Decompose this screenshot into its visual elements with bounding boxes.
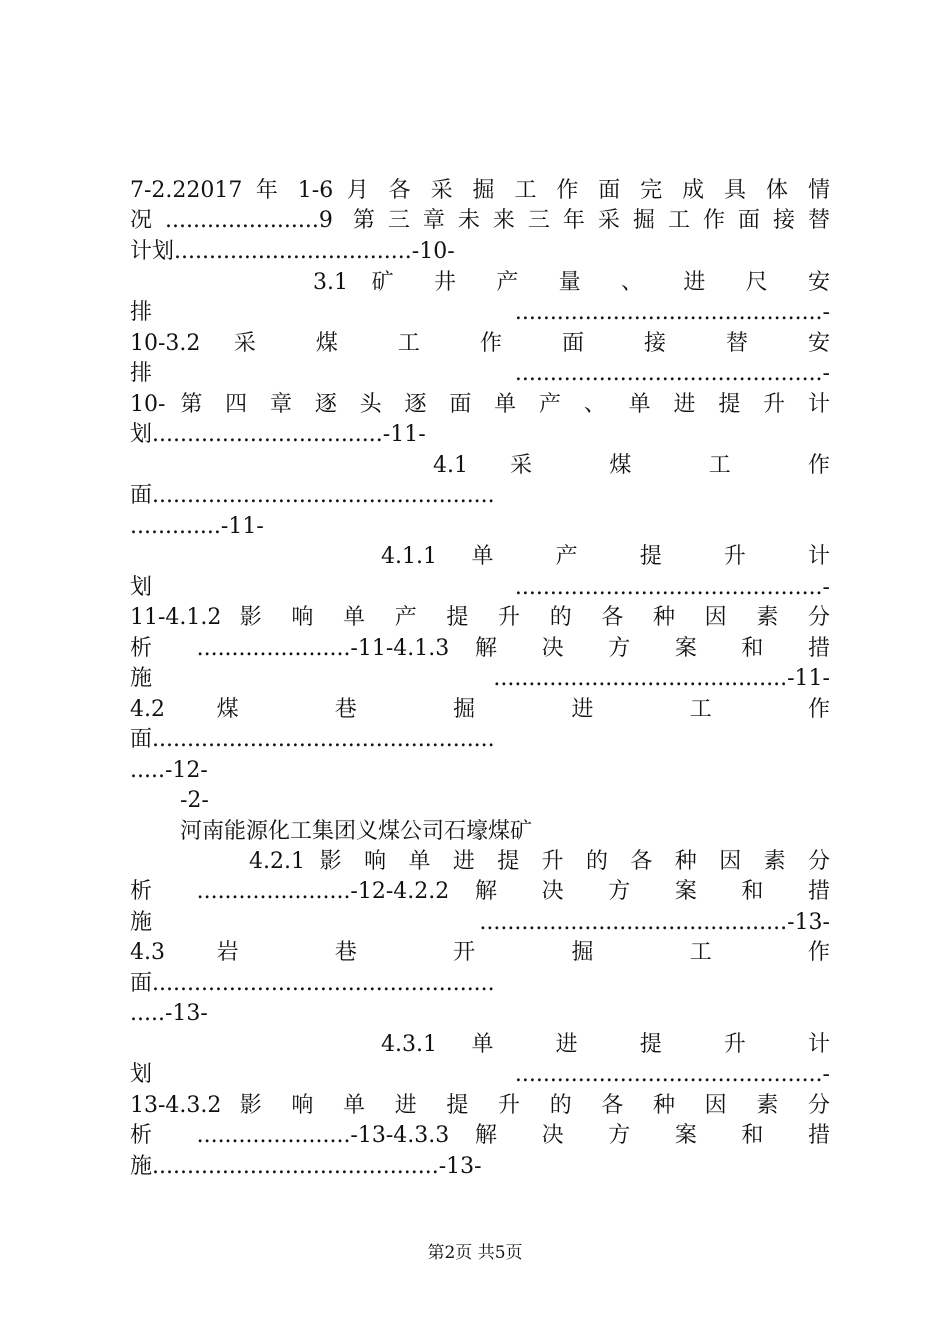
toc-line: 析 ......................-12-4.2.2 解 决 方 案 和 措 bbox=[130, 879, 830, 904]
toc-line: 10- 第 四 章 逐 头 逐 面 单 产 、 单 进 提 升 计 bbox=[130, 392, 830, 417]
toc-line: 施.........................................-13- bbox=[130, 1154, 482, 1179]
toc-line: 划.................................-11- bbox=[130, 422, 426, 447]
toc-line: 3.1 矿 井 产 量 、 进 尺 安 bbox=[313, 270, 830, 295]
toc-line: 面................................................. bbox=[130, 971, 495, 996]
toc-line: 10-3.2 采 煤 工 作 面 接 替 安 bbox=[130, 331, 830, 356]
page-footer: 第2页 共5页 bbox=[427, 1243, 523, 1263]
toc-line: 13-4.3.2 影 响 单 进 提 升 的 各 种 因 素 分 bbox=[130, 1093, 830, 1118]
toc-line: 4.1.1 单 产 提 升 计 bbox=[381, 544, 830, 569]
mine-name: 河南能源化工集团义煤公司石壕煤矿 bbox=[180, 819, 533, 844]
toc-line: 计划..................................-10- bbox=[130, 239, 455, 264]
toc-line: 4.2 煤 巷 掘 进 工 作 bbox=[130, 697, 830, 722]
toc-line: 划 ............................................- bbox=[130, 575, 830, 600]
toc-line: 施 ..........................................-11- bbox=[130, 666, 830, 691]
toc-line: .....-13- bbox=[130, 1001, 208, 1026]
toc-line: 划 ............................................- bbox=[130, 1062, 830, 1087]
toc-line: 4.3.1 单 进 提 升 计 bbox=[381, 1032, 830, 1057]
toc-line: 析 ......................-11-4.1.3 解 决 方 案 和 措 bbox=[130, 636, 830, 661]
toc-line: 4.3 岩 巷 开 掘 工 作 bbox=[130, 940, 830, 965]
toc-line: .....-12- bbox=[130, 758, 208, 783]
toc-line: 况......................9 第三章未来三年采掘工作面接替 bbox=[130, 208, 830, 233]
toc-line: .............-11- bbox=[130, 514, 264, 539]
toc-line: 4.1 采 煤 工 作 bbox=[433, 453, 830, 478]
toc-line: 面................................................. bbox=[130, 483, 495, 508]
toc-line: 析 ......................-13-4.3.3 解 决 方 案 和 措 bbox=[130, 1123, 830, 1148]
toc-line: 7-2.22017 年 1-6 月 各 采 掘 工 作 面 完 成 具 体 情 bbox=[130, 178, 830, 203]
toc-line: 11-4.1.2 影 响 单 产 提 升 的 各 种 因 素 分 bbox=[130, 605, 830, 630]
toc-line: 排 ............................................- bbox=[130, 361, 830, 386]
toc-line: 排 ............................................- bbox=[130, 300, 830, 325]
toc-line: 面................................................. bbox=[130, 727, 495, 752]
toc-line: 4.2.1 影 响 单 进 提 升 的 各 种 因 素 分 bbox=[249, 849, 830, 874]
toc-line: 施 ............................................-13- bbox=[130, 910, 830, 935]
page-number-marker: -2- bbox=[180, 788, 209, 813]
